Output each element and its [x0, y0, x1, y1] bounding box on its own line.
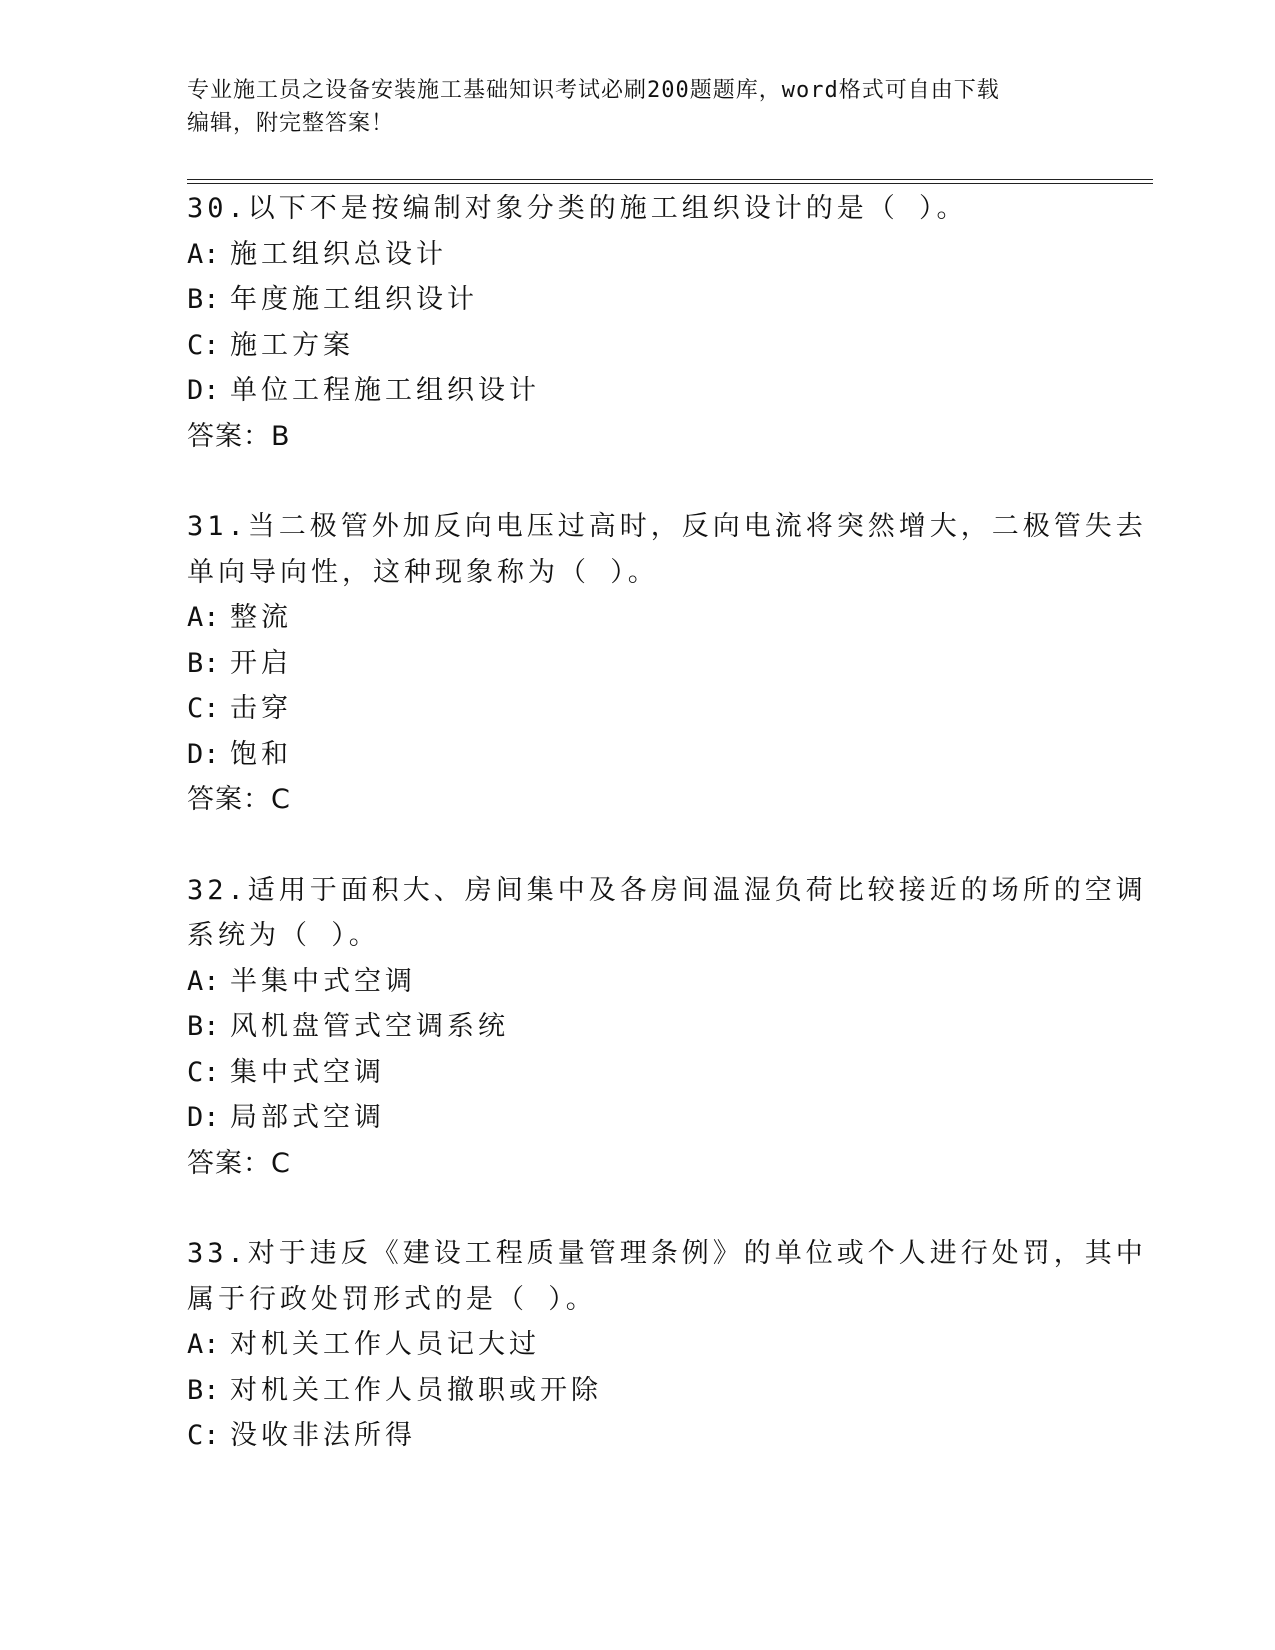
option-letter: A:	[187, 1329, 220, 1360]
answer-option	[187, 686, 1087, 732]
option-letter: B:	[187, 284, 220, 315]
option-letter: C:	[187, 329, 220, 361]
option-text: 半集中式空调	[230, 965, 416, 997]
option-text: 集中式空调	[230, 1056, 385, 1088]
answer-option	[187, 1368, 1087, 1414]
option-letter: A:	[187, 238, 220, 270]
option-text: 对机关工作人员撤职或开除	[230, 1374, 602, 1406]
option-letter: D:	[187, 375, 220, 406]
question-stem-line: 单向导向性，这种现象称为（ ）。	[187, 556, 659, 588]
answer-option	[187, 232, 1087, 278]
question-stem-line: 系统为（ ）。	[187, 920, 380, 951]
question-stem-line: 31.当二极管外加反向电压过高时，反向电流将突然增大，二极管失去	[187, 511, 1147, 542]
question-item	[187, 1231, 1147, 1459]
option-letter: B:	[187, 1374, 220, 1406]
option-letter: D:	[187, 1102, 220, 1133]
answer-option	[187, 959, 1087, 1005]
question-item	[187, 868, 1147, 1187]
option-letter: B:	[187, 1011, 220, 1042]
answer-key: 答案：B	[187, 420, 291, 452]
option-text: 风机盘管式空调系统	[230, 1011, 509, 1042]
option-letter: C:	[187, 693, 220, 724]
option-text: 对机关工作人员记大过	[230, 1329, 540, 1360]
answer-key: 答案：C	[187, 784, 291, 815]
answer-option	[187, 1050, 1087, 1096]
answer-key: 答案：C	[187, 1147, 291, 1179]
option-text: 年度施工组织设计	[230, 284, 478, 315]
option-letter: A:	[187, 602, 220, 633]
option-letter: B:	[187, 647, 220, 679]
document-header	[187, 74, 1067, 140]
option-letter: D:	[187, 738, 220, 770]
answer-option	[187, 641, 1087, 687]
answer-option	[187, 1004, 1087, 1050]
header-divider-top	[187, 179, 1153, 180]
option-letter: C:	[187, 1420, 220, 1451]
option-letter: C:	[187, 1056, 220, 1088]
question-stem-line: 33.对于违反《建设工程质量管理条例》的单位或个人进行处罚，其中	[187, 1238, 1147, 1269]
option-text: 饱和	[230, 738, 292, 770]
answer-option	[187, 1095, 1087, 1141]
question-item	[187, 504, 1147, 823]
answer-option	[187, 595, 1087, 641]
option-text: 整流	[230, 602, 292, 633]
option-text: 局部式空调	[230, 1102, 385, 1133]
header-divider-bottom	[187, 183, 1153, 184]
option-text: 单位工程施工组织设计	[230, 375, 540, 406]
option-text: 击穿	[230, 693, 292, 724]
answer-option	[187, 732, 1087, 778]
question-stem-line: 属于行政处罚形式的是（ ）。	[187, 1283, 597, 1315]
answer-option	[187, 368, 1087, 414]
option-text: 施工方案	[230, 329, 354, 361]
question-stem-line: 30.以下不是按编制对象分类的施工组织设计的是（ ）。	[187, 193, 968, 224]
option-letter: A:	[187, 965, 220, 997]
option-text: 开启	[230, 647, 292, 679]
answer-option	[187, 1413, 1087, 1459]
option-text: 没收非法所得	[230, 1420, 416, 1451]
question-item	[187, 186, 1087, 459]
answer-option	[187, 277, 1087, 323]
answer-option	[187, 323, 1087, 369]
question-stem-line: 32.适用于面积大、房间集中及各房间温湿负荷比较接近的场所的空调	[187, 874, 1147, 906]
question-list	[187, 186, 1147, 1504]
answer-option	[187, 1322, 1087, 1368]
header-line-1: 专业施工员之设备安装施工基础知识考试必刷200题题库，word格式可自由下载	[187, 78, 1000, 103]
header-line-2: 编辑，附完整答案！	[187, 111, 395, 136]
option-text: 施工组织总设计	[230, 238, 447, 270]
